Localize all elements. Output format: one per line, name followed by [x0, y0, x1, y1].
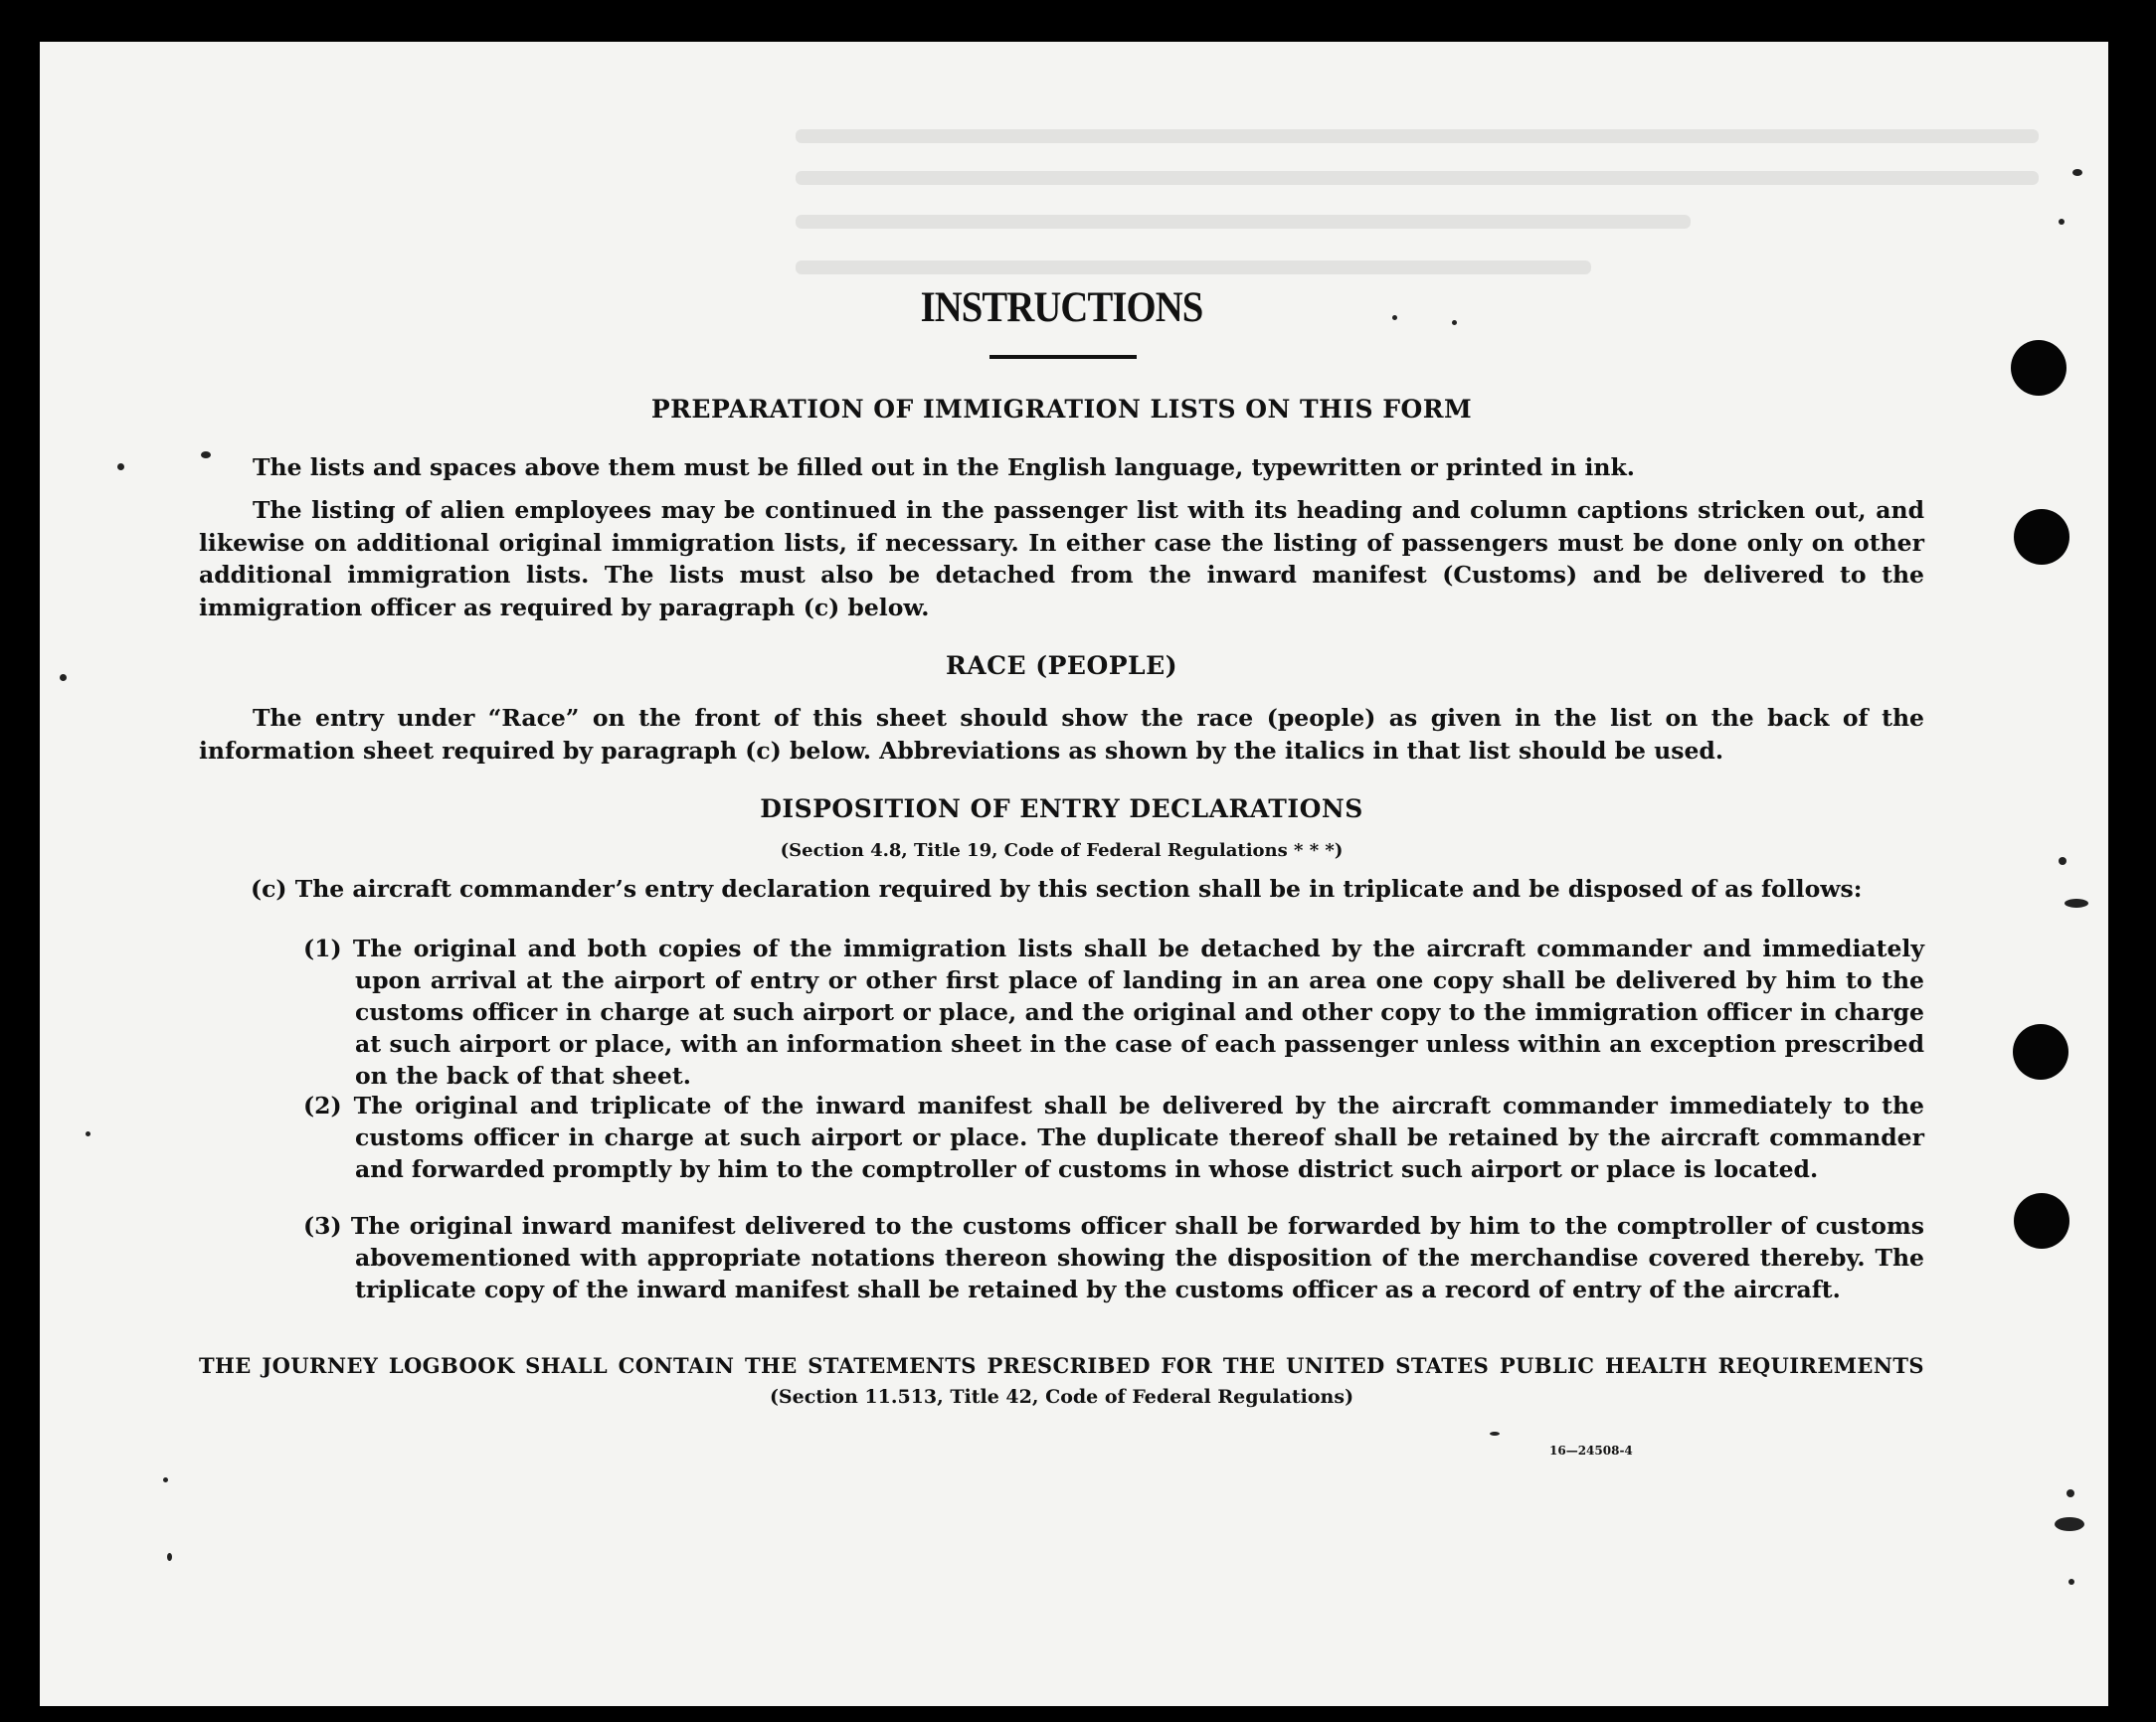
- speck: [2065, 899, 2088, 908]
- speck: [2072, 169, 2082, 176]
- speck: [86, 1131, 90, 1136]
- speck: [2068, 1579, 2074, 1585]
- section-heading-disposition: DISPOSITION OF ENTRY DECLARATIONS: [760, 794, 1363, 823]
- disposition-citation: (Section 4.8, Title 19, Code of Federal Regulations * * *): [780, 840, 1344, 861]
- punch-hole: [2011, 340, 2066, 396]
- section-heading-race: RACE (PEOPLE): [945, 651, 1178, 680]
- speck: [2066, 1489, 2074, 1497]
- preparation-paragraph-2: The listing of alien employees may be continued in the passenger list with its heading and column captions stricken out, and likewise on additional original immigration lists, if necessary. In either case the listing of passengers must be done only on other additional immigration lists. The lists must also be detached from the inward manifest (Customs) and be delivered to the immigration officer as required by paragraph (c) below.: [199, 496, 1924, 621]
- bleed-through: [796, 215, 1691, 229]
- speck: [2059, 857, 2066, 865]
- disposition-item-1: (1) The original and both copies of the immigration lists shall be detached by the aircraft commander and immediately upon arrival at the airport of entry or other first place of landing in an area one copy shall be delivered by him to the customs officer in charge at such airport or place, and the original and other copy to the immigration officer in charge at such airport or place, with an information sheet in the case of each passenger unless within an exception prescribed on the back of that sheet.: [303, 935, 1924, 1090]
- speck: [163, 1477, 168, 1482]
- form-number: 16—24508-4: [1549, 1444, 1633, 1458]
- title-underline: [989, 355, 1137, 359]
- speck: [2055, 1517, 2084, 1531]
- disposition-intro: (c) The aircraft commander’s entry declaration required by this section shall be in triplicate and be disposed of as follows:: [251, 875, 1863, 903]
- speck: [1490, 1432, 1500, 1436]
- speck: [2059, 219, 2065, 225]
- speck: [60, 674, 67, 681]
- preparation-paragraph-1: The lists and spaces above them must be filled out in the English language, typewritten or printed in ink.: [253, 453, 1635, 481]
- punch-hole: [2014, 1193, 2069, 1249]
- health-requirements-statement: THE JOURNEY LOGBOOK SHALL CONTAIN THE STATEMENTS PRESCRIBED FOR THE UNITED STATES PUBLIC HEALTH REQUIREMENTS: [199, 1353, 1924, 1378]
- disposition-item-3: (3) The original inward manifest delivered to the customs officer shall be forwarded by him to the comptroller of customs abovementioned with appropriate notations thereon showing the disposition of the merchandise covered thereby. The triplicate copy of the inward manifest shall be retained by the customs officer as a record of entry of the aircraft.: [303, 1212, 1924, 1303]
- race-paragraph: The entry under “Race” on the front of this sheet should show the race (people) as given in the list on the back of the information sheet required by paragraph (c) below. Abbreviations as shown by the italics in that list should be used.: [199, 704, 1924, 765]
- punch-hole: [2014, 509, 2069, 565]
- punch-hole: [2013, 1024, 2068, 1080]
- bleed-through: [796, 171, 2039, 185]
- bleed-through: [796, 260, 1591, 274]
- bleed-through: [796, 129, 2039, 143]
- page-title: INSTRUCTIONS: [920, 284, 1203, 331]
- section-heading-preparation: PREPARATION OF IMMIGRATION LISTS ON THIS FORM: [650, 395, 1473, 424]
- disposition-item-2: (2) The original and triplicate of the inward manifest shall be delivered by the aircraft commander immediately to the customs officer in charge at such airport or place. The duplicate thereof shall be retained by the aircraft commander and forwarded promptly by him to the comptroller of customs in whose district such airport or place is located.: [303, 1092, 1924, 1183]
- speck: [117, 463, 124, 470]
- health-requirements-citation: (Section 11.513, Title 42, Code of Federal Regulations): [769, 1386, 1354, 1408]
- speck: [167, 1553, 172, 1561]
